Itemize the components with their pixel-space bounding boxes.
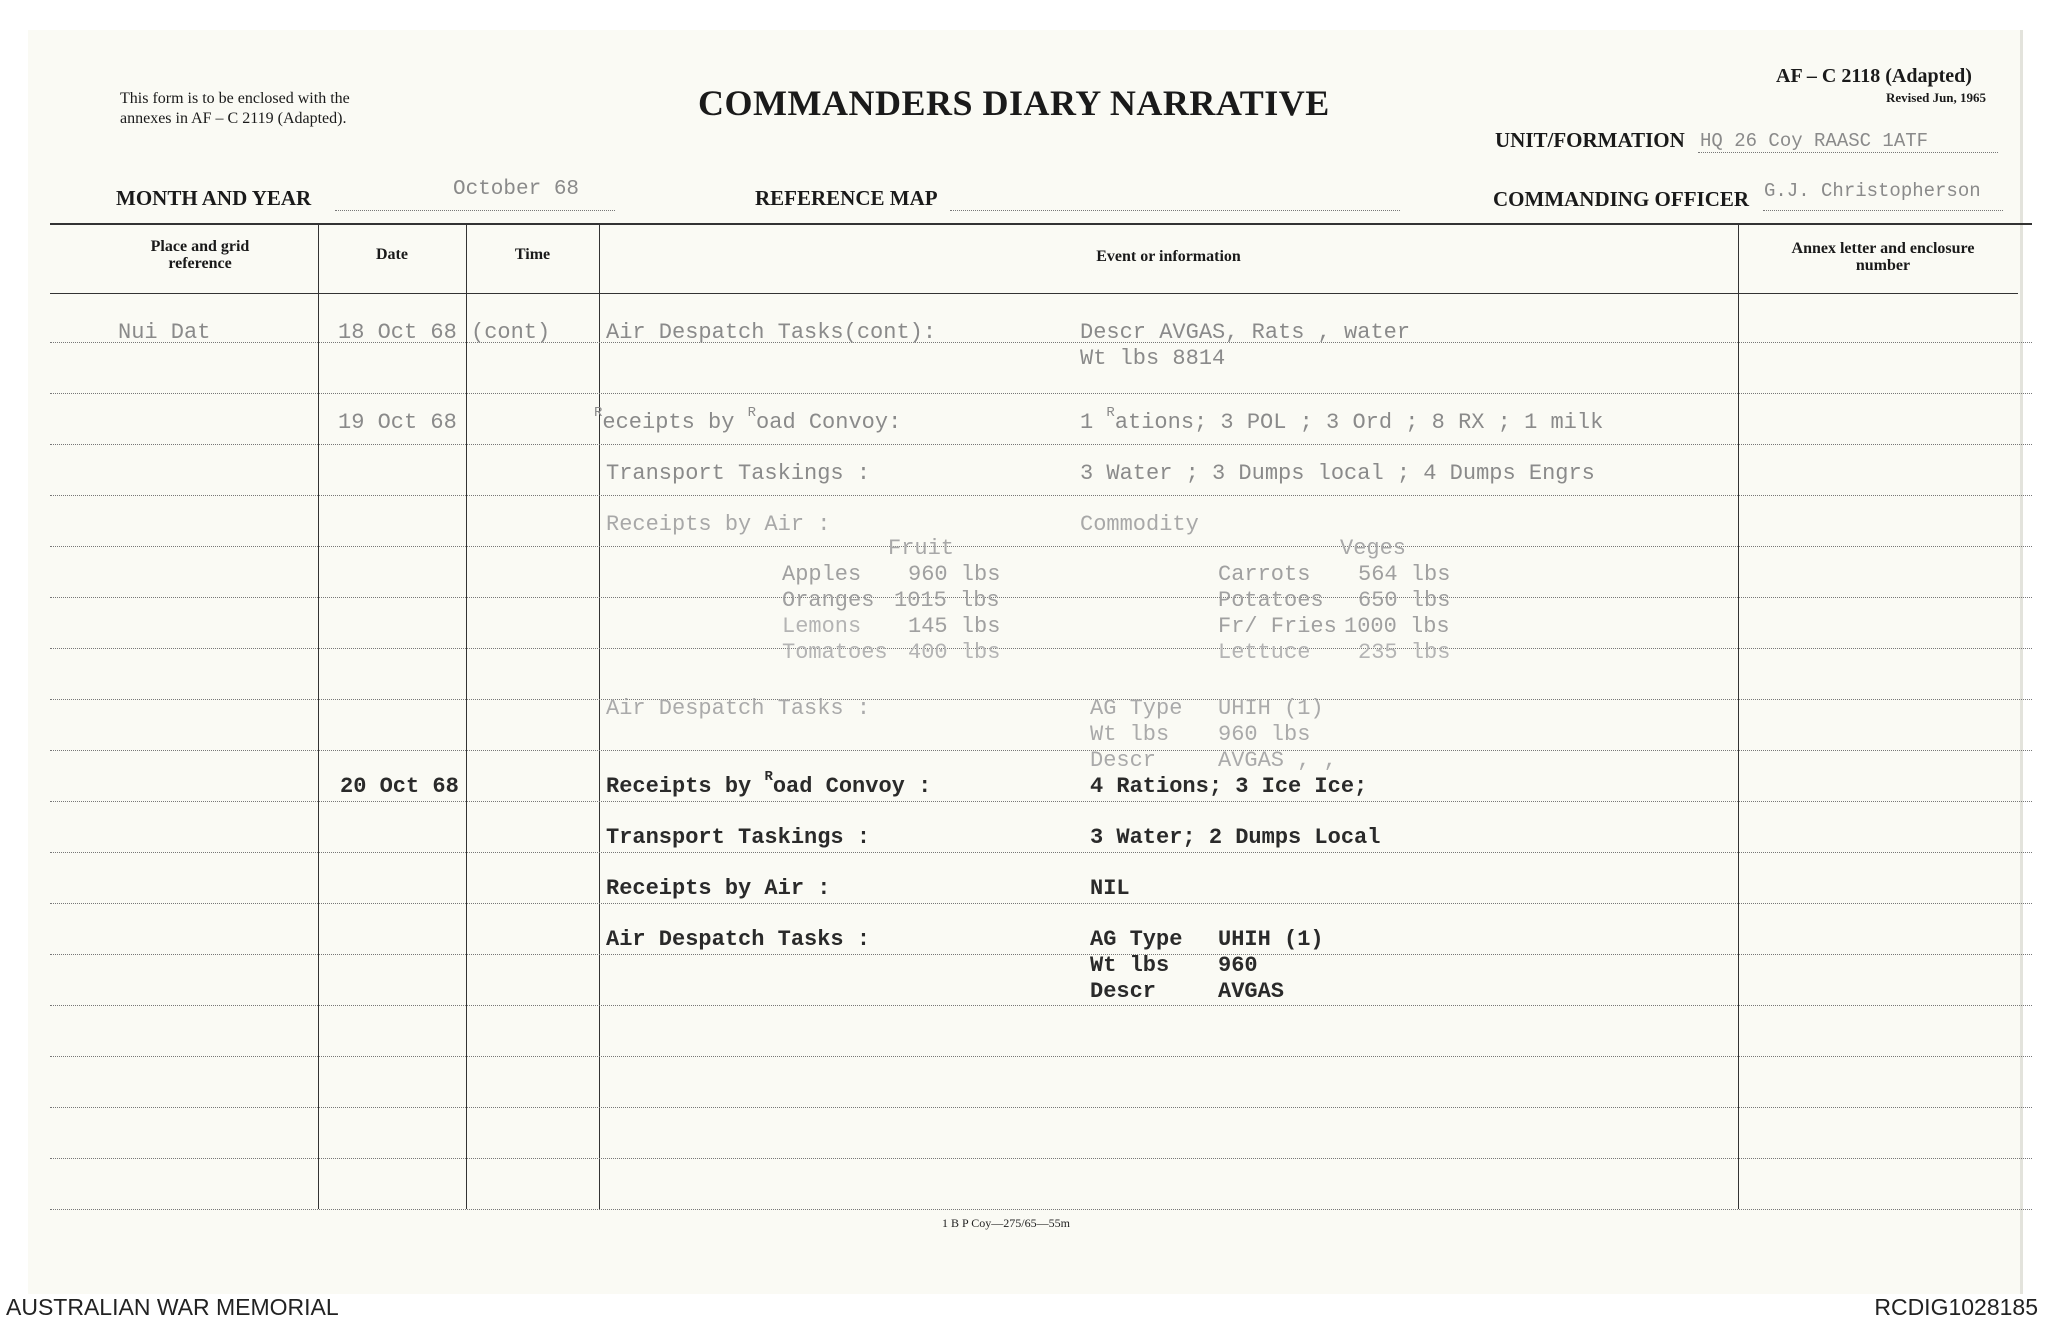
descr-label: Descr <box>1090 748 1157 773</box>
commanding-officer-line <box>1763 210 2003 211</box>
col-head-place: Place and grid reference <box>150 238 250 272</box>
ruled-line <box>50 801 2032 802</box>
ruled-line <box>50 903 2032 904</box>
col-head-event: Event or information <box>1096 248 1241 265</box>
month-year-value: October 68 <box>453 178 580 201</box>
entry-info <box>1080 405 1604 435</box>
veges-item-qty: 650 lbs <box>1358 588 1451 613</box>
veges-item-name: Lettuce <box>1218 640 1311 665</box>
entry-info: 3 Water; 2 Dumps Local <box>1090 825 1381 850</box>
ruled-line <box>50 444 2032 445</box>
form-code: AF – C 2118 (Adapted) <box>1776 65 1972 87</box>
ruled-line <box>50 546 2032 547</box>
ruled-line <box>50 495 2032 496</box>
col-head-annex: Annex letter and enclosure number <box>1791 240 1975 274</box>
entry-event: Transport Taskings : <box>606 825 871 850</box>
enclosure-note-line2: annexes in AF – C 2119 (Adapted). <box>120 110 347 127</box>
col-head-date: Date <box>376 246 408 263</box>
weight-label: Wt lbs <box>1090 953 1170 978</box>
ruled-line <box>50 648 2032 649</box>
ag-type-value: UHIH (1) <box>1218 927 1324 952</box>
veges-heading: Veges <box>1340 536 1407 561</box>
entry-info-part: ations; 3 POL ; 3 Ord ; 8 RX ; 1 milk <box>1114 410 1604 435</box>
fruit-item-qty: 400 lbs <box>908 640 1001 665</box>
descr-label: Descr <box>1090 979 1157 1004</box>
entry-event-part: eceipts by <box>602 410 748 435</box>
descr-value: AVGAS <box>1218 979 1285 1004</box>
entry-time: (cont) <box>471 320 551 345</box>
entry-event: Air Despatch Tasks : <box>606 927 871 952</box>
ruled-line <box>50 954 2032 955</box>
head-rule-place <box>50 293 318 294</box>
month-year-line <box>335 210 615 211</box>
col-head-time: Time <box>514 246 551 263</box>
descr-value: AVGAS , , <box>1218 748 1337 773</box>
entry-info: Commodity <box>1080 512 1199 537</box>
ag-type-value: UHIH (1) <box>1218 696 1324 721</box>
entry-place: Nui Dat <box>118 320 211 345</box>
ruled-line <box>50 1056 2032 1057</box>
entry-date: 20 Oct 68 <box>340 774 459 799</box>
unit-formation-label: UNIT/FORMATION <box>1495 128 1685 152</box>
archive-credit: AUSTRALIAN WAR MEMORIAL <box>6 1294 339 1320</box>
ruled-line <box>50 1209 2032 1210</box>
entry-info: NIL <box>1090 876 1130 901</box>
printer-mark: 1 B P Coy—275/65—55m <box>942 1216 1070 1230</box>
month-year-label: MONTH AND YEAR <box>116 186 312 210</box>
unit-formation-value: HQ 26 Coy RAASC 1ATF <box>1700 130 1929 152</box>
ruled-line <box>50 699 2032 700</box>
entry-event-part: oad Convoy: <box>756 410 902 435</box>
enclosure-note <box>120 89 350 129</box>
entry-info: 3 Water ; 3 Dumps local ; 4 Dumps Engrs <box>1080 461 1595 486</box>
entry-event-part: oad Convoy : <box>772 774 932 799</box>
enclosure-note-line1: This form is to be enclosed with the <box>120 90 350 107</box>
entry-event-part: R <box>764 769 773 785</box>
veges-item-qty: 235 lbs <box>1358 640 1451 665</box>
form-sheet <box>28 30 2023 1294</box>
col-divider-place <box>318 223 319 1209</box>
ag-type-label: AG Type <box>1090 927 1183 952</box>
entry-event: Receipts by Air : <box>606 512 831 537</box>
entry-event-part: R <box>594 405 603 421</box>
head-rule-annex <box>1738 293 2018 294</box>
veges-item-name: Carrots <box>1218 562 1311 587</box>
entry-event: Air Despatch Tasks : <box>606 696 871 721</box>
entry-info-part: 1 <box>1080 410 1107 435</box>
entry-info: 4 Rations; 3 Ice Ice; <box>1090 774 1368 799</box>
col-divider-time <box>599 223 600 1209</box>
fruit-item-qty: 960 lbs <box>908 562 1001 587</box>
commanding-officer-label: COMMANDING OFFICER <box>1493 187 1750 211</box>
col-divider-event <box>1738 223 1739 1209</box>
veges-item-qty: 1000 lbs <box>1344 614 1450 639</box>
head-rule-time <box>466 293 599 294</box>
ruled-line <box>50 1005 2032 1006</box>
fruit-item-name: Oranges <box>782 588 875 613</box>
head-rule-date <box>318 293 466 294</box>
unit-formation-line <box>1698 152 1998 153</box>
entry-event: Transport Taskings : <box>606 461 871 486</box>
veges-item-qty: 564 lbs <box>1358 562 1451 587</box>
ruled-line <box>50 750 2032 751</box>
entry-info: Wt lbs 8814 <box>1080 346 1226 371</box>
archive-id: RCDIG1028185 <box>1874 1294 2038 1320</box>
ag-type-label: AG Type <box>1090 696 1183 721</box>
entry-event <box>606 769 932 799</box>
entry-info: Descr AVGAS, Rats , water <box>1080 320 1411 345</box>
weight-value: 960 lbs <box>1218 722 1311 747</box>
fruit-item-name: Lemons <box>782 614 862 639</box>
entry-event: Air Despatch Tasks(cont): <box>606 320 937 345</box>
fruit-heading: Fruit <box>888 536 955 561</box>
head-rule-event <box>599 293 1738 294</box>
table-top-rule <box>50 223 2032 225</box>
fruit-item-qty: 145 lbs <box>908 614 1001 639</box>
form-title: COMMANDERS DIARY NARRATIVE <box>698 83 1330 123</box>
reference-map-label: REFERENCE MAP <box>755 186 938 210</box>
veges-item-name: Potatoes <box>1218 588 1324 613</box>
weight-label: Wt lbs <box>1090 722 1170 747</box>
ruled-line <box>50 1107 2032 1108</box>
fruit-item-qty: 1015 lbs <box>894 588 1000 613</box>
entry-event: Receipts by Air : <box>606 876 831 901</box>
veges-item-name: Fr/ Fries <box>1218 614 1337 639</box>
form-revised-date: Revised Jun, 1965 <box>1886 90 1987 105</box>
entry-event-part: R <box>747 405 757 421</box>
entry-date: 19 Oct 68 <box>338 410 457 435</box>
commanding-officer-value: G.J. Christopherson <box>1764 180 1981 202</box>
ruled-line <box>50 1158 2032 1159</box>
entry-info-part: R <box>1106 405 1115 421</box>
ruled-line <box>50 852 2032 853</box>
entry-event <box>594 405 902 435</box>
entry-event-part: Receipts by <box>606 774 765 799</box>
entry-date: 18 Oct 68 <box>338 320 457 345</box>
fruit-item-name: Tomatoes <box>782 640 888 665</box>
ruled-line <box>50 393 2032 394</box>
fruit-item-name: Apples <box>782 562 862 587</box>
weight-value: 960 <box>1218 953 1258 978</box>
col-divider-date <box>466 223 467 1209</box>
reference-map-line <box>950 210 1400 211</box>
ruled-line <box>50 597 2032 598</box>
